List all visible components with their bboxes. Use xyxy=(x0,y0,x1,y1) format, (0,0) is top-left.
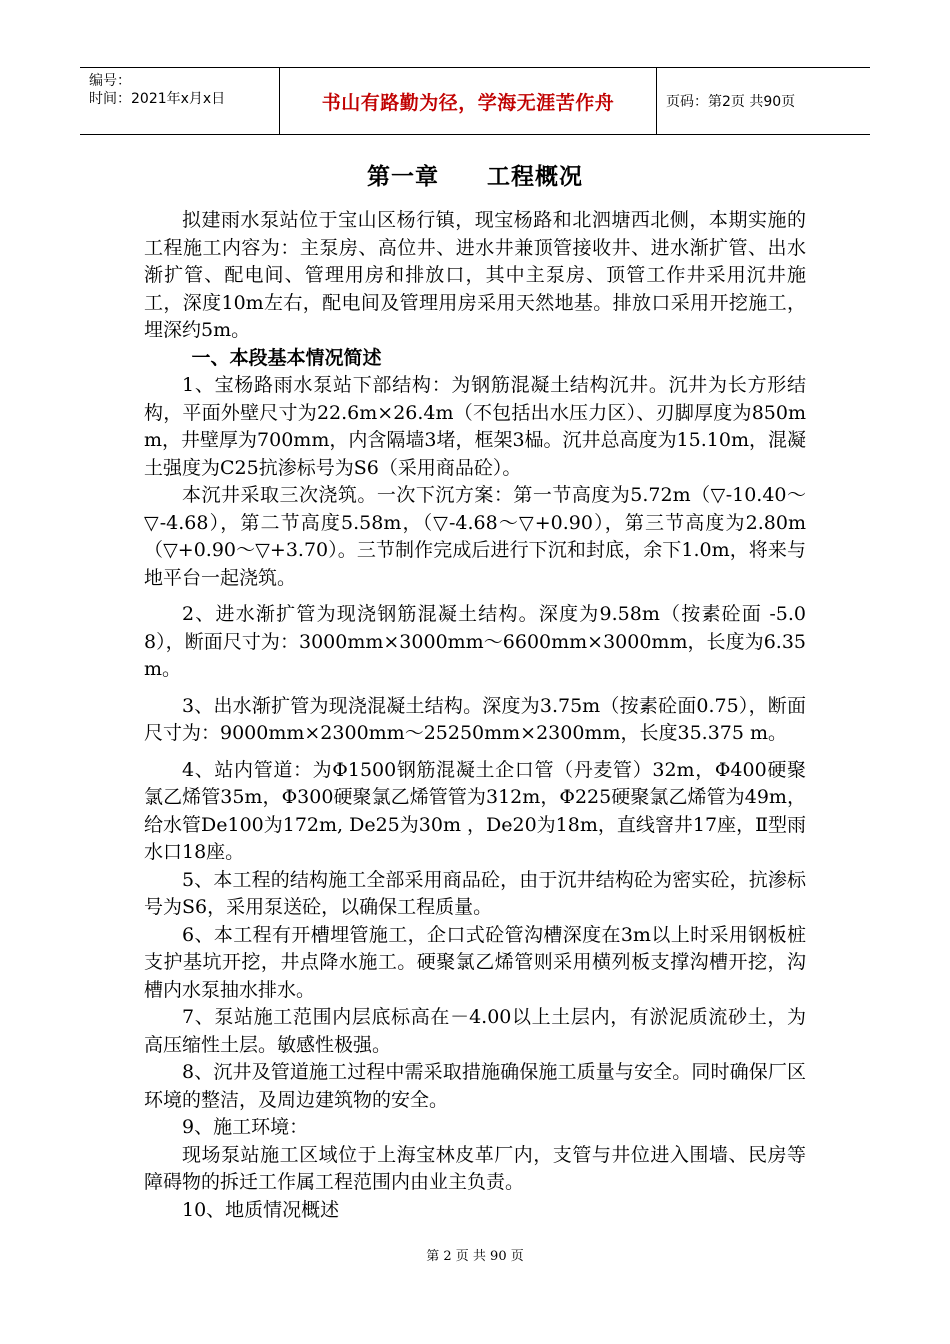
body-paragraph: 8、沉井及管道施工过程中需采取措施确保施工质量与安全。同时确保厂区环境的整洁，及周边建筑物的安全。 xyxy=(144,1061,806,1111)
body-paragraph: 现场泵站施工区域位于上海宝林皮革厂内，支管与井位进入围墙、民房等障碍物的拆迁工作属工程范围内由业主负责。 xyxy=(144,1143,806,1193)
chapter-number: 第一章 xyxy=(367,164,439,190)
header-motto: 书山有路勤为径，学海无涯苦作舟 xyxy=(280,68,657,134)
document-number-label: 编号： xyxy=(89,73,131,89)
document-date-label: 时间：2021年x月x日 xyxy=(89,91,226,107)
body-paragraph: 5、本工程的结构施工全部采用商品砼，由于沉井结构砼为密实砼，抗渗标号为S6，采用泵送砼，以确保工程质量。 xyxy=(144,868,806,918)
header-meta xyxy=(80,68,280,134)
chapter-title xyxy=(0,158,950,191)
body-paragraph: 3、出水渐扩管为现浇混凝土结构。深度为3.75m（按素砼面0.75），断面尺寸为：9000mm×2300mm～25250mm×2300mm，长度35.375 m。 xyxy=(144,694,806,744)
chapter-name: 工程概况 xyxy=(487,164,583,190)
header-page-info: 页码：第2页 共90页 xyxy=(666,94,796,110)
body-paragraph: 6、本工程有开槽埋管施工，企口式砼管沟槽深度在3m以上时采用钢板桩支护基坑开挖，井点降水施工。硬聚氯乙烯管则采用横列板支撑沟槽开挖，沟槽内水泵抽水排水。 xyxy=(144,923,806,1001)
page-footer: 第 2 页 共 90 页 xyxy=(426,1249,524,1264)
body-paragraph: 9、施工环境： xyxy=(182,1116,309,1138)
body-paragraph: 2、进水渐扩管为现浇钢筋混凝土结构。深度为9.58m（按素砼面 -5.08），断面尺寸为：3000mm×3000mm～6600mm×3000mm，长度为6.35m。 xyxy=(144,603,806,680)
section-heading: 一、本段基本情况简述 xyxy=(191,346,382,369)
body-paragraph: 7、泵站施工范围内层底标高在－4.00以上土层内，有淤泥质流砂土，为高压缩性土层。敏感性极强。 xyxy=(144,1006,806,1056)
body-paragraph: 拟建雨水泵站位于宝山区杨行镇，现宝杨路和北泗塘西北侧，本期实施的工程施工内容为：主泵房、高位井、进水井兼顶管接收井、进水渐扩管、出水渐扩管、配电间、管理用房和排放口，其中主泵房、顶管工作井采用沉井施工，深度10m左右，配电间及管理用房采用天然地基。排放口采用开挖施工，埋深约5m。 xyxy=(144,209,806,341)
body-paragraph: 本沉井采取三次浇筑。一次下沉方案：第一节高度为5.72m（▽-10.40～▽-4.68），第二节高度5.58m，（▽-4.68～▽+0.90），第三节高度为2.80m（▽+0.90～▽+3.70）。三节制作完成后进行下沉和封底，余下1.0m，将来与地平台一起浇筑。 xyxy=(144,484,806,589)
body-paragraph: 1、宝杨路雨水泵站下部结构：为钢筋混凝土结构沉井。沉井为长方形结构，平面外壁尺寸为22.6m×26.4m（不包括出水压力区）、刃脚厚度为850mm，井壁厚为700mm，内含隔墙3堵，框架3榀。沉井总高度为15.10m，混凝土强度为C25抗渗标号为S6（采用商品砼）。 xyxy=(144,374,806,479)
page-header xyxy=(80,67,870,135)
body-paragraph: 10、地质情况概述 xyxy=(182,1198,340,1221)
body-paragraph: 4、站内管道：为Φ1500钢筋混凝土企口管（丹麦管）32m，Φ400硬聚氯乙烯管35m，Φ300硬聚氯乙烯管管为312m，Φ225硬聚氯乙烯管为49m，给水管De100为172m, De25为30m ，De20为18m，直线窨井17座，Ⅱ型雨水口18座。 xyxy=(144,758,806,863)
document-body xyxy=(144,207,806,1224)
